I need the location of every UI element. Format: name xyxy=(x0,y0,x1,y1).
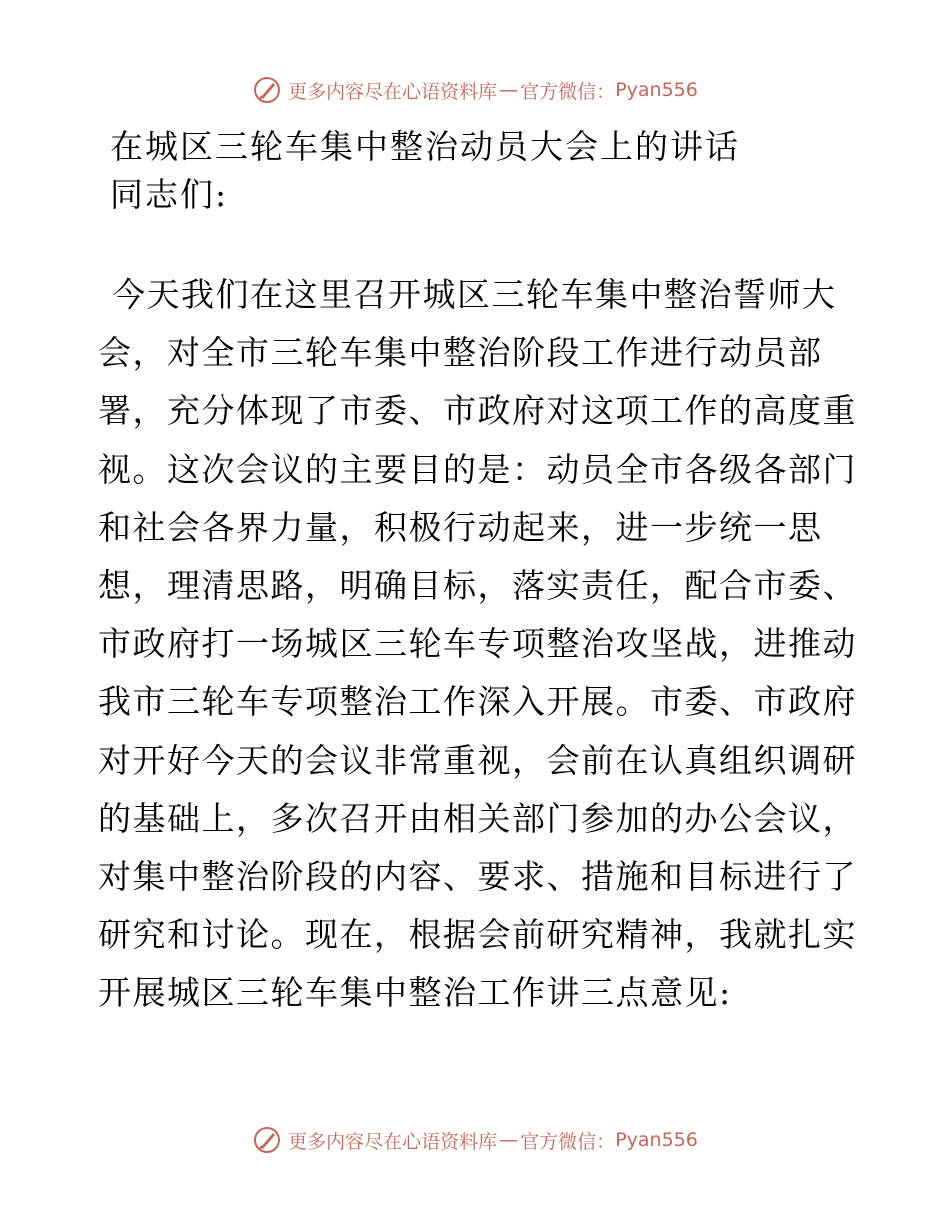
body-paragraph xyxy=(98,270,858,1026)
banner-separator: — xyxy=(499,1129,519,1151)
banner-contact-label: 官方微信： xyxy=(520,80,616,103)
quill-logo-icon xyxy=(252,75,282,105)
body-line: 对集中整治阶段的内容、要求、措施和目标进行了 xyxy=(98,856,857,896)
banner-brand: 更多内容尽在心语资料库 xyxy=(288,80,498,103)
document-title: 在城区三轮车集中整治动员大会上的讲话 xyxy=(110,127,740,166)
banner-contact-id: Pyan556 xyxy=(615,1129,698,1151)
footer-banner xyxy=(0,1120,950,1160)
banner-brand: 更多内容尽在心语资料库 xyxy=(288,1130,498,1153)
body-line: 对开好今天的会议非常重视，会前在认真组织调研 xyxy=(98,740,857,780)
body-line: 市政府打一场城区三轮车专项整治攻坚战，进推动 xyxy=(98,624,857,664)
banner-contact-id: Pyan556 xyxy=(615,79,698,101)
banner-separator: — xyxy=(499,79,519,101)
body-line: 会，对全市三轮车集中整治阶段工作进行动员部 xyxy=(98,333,823,373)
salutation: 同志们: xyxy=(110,175,229,214)
body-line: 署，充分体现了市委、市政府对这项工作的高度重 xyxy=(98,391,857,431)
body-line: 和社会各界力量，积极行动起来，进一步统一思 xyxy=(98,507,823,547)
body-line: 开展城区三轮车集中整治工作讲三点意见: xyxy=(98,973,732,1013)
header-banner xyxy=(0,70,950,110)
body-line: 想，理清思路，明确目标，落实责任，配合市委、 xyxy=(98,565,857,605)
body-line: 视。这次会议的主要目的是：动员全市各级各部门 xyxy=(98,449,857,489)
body-line: 研究和讨论。现在，根据会前研究精神，我就扎实 xyxy=(98,915,857,955)
banner-contact-label: 官方微信： xyxy=(520,1130,616,1153)
body-line: 的基础上，多次召开由相关部门参加的办公会议， xyxy=(98,798,857,838)
quill-logo-icon xyxy=(252,1125,282,1155)
body-line: 今天我们在这里召开城区三轮车集中整治誓师大 xyxy=(112,275,837,314)
body-line: 我市三轮车专项整治工作深入开展。市委、市政府 xyxy=(98,682,857,722)
